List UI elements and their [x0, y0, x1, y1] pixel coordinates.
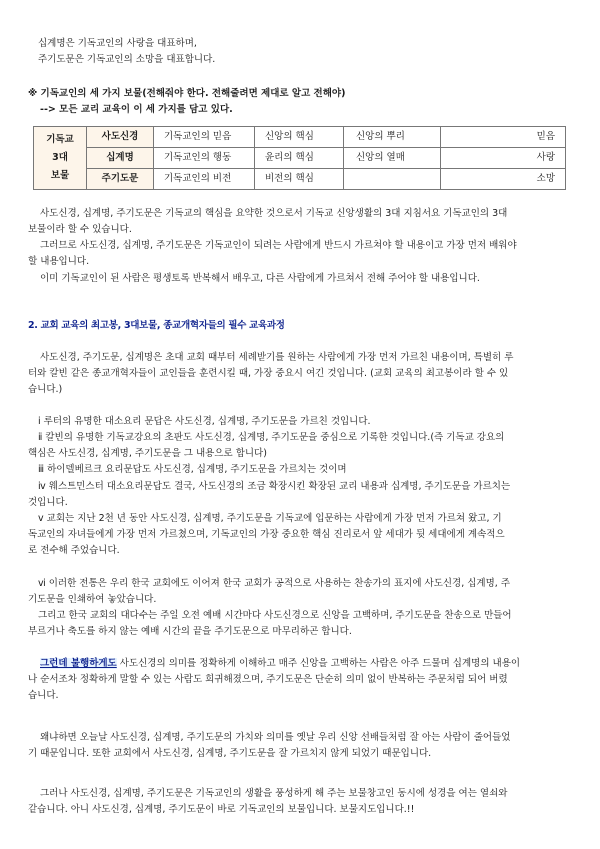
paragraph-3	[28, 656, 572, 704]
list-item: ⅳ 웨스트민스터 대소요리문답도 결국, 사도신경의 조금 확장시킨 확장된 교리 내용과 십계명, 주기도문을 가르치는	[38, 480, 511, 492]
table-cell	[344, 169, 441, 190]
paragraph-line: 그러므로 사도신경, 십계명, 주기도문은 기독교인이 되려는 사람에게 반드시 가르쳐야 할 내용이고 가장 먼저 배워야	[40, 240, 517, 252]
list-item-cont: 로 전수해 주었습니다.	[28, 545, 120, 557]
table-cell: 기독교인의 믿음	[154, 127, 255, 148]
table-cell: 기독교인의 비전	[154, 169, 255, 190]
paragraph-text: 사도신경의 의미를 정확하게 이해하고 매주 신앙을 고백하는 사람은 아주 드물며 십계명의 내용이	[116, 658, 521, 669]
table-cell: 신앙의 핵심	[255, 127, 344, 148]
tradition-list	[28, 576, 572, 641]
paragraph-line: 같습니다. 아니 사도신경, 십계명, 주기도문이 바로 기독교인의 보물입니다. 보물지도입니다.!!	[28, 804, 415, 816]
table-cell: 기독교인의 행동	[154, 148, 255, 169]
paragraph-line: 터와 칼빈 같은 종교개혁자들이 교인들을 훈련시킬 때, 가장 중요시 여긴 것입니다. (교회 교육의 최고봉이라 할 수 있	[28, 368, 509, 380]
table-cell-name: 주기도문	[87, 169, 154, 190]
intro-line: 주기도문은 기독교인의 소망을 대표합니다.	[38, 54, 216, 66]
treasures-subtitle: --> 모든 교리 교육이 이 세 가지를 담고 있다.	[40, 104, 233, 116]
paragraph-line: 할 내용입니다.	[28, 256, 90, 268]
section-heading: 2. 교회 교육의 최고봉, 3대보물, 종교개혁자들의 필수 교육과정	[28, 320, 285, 331]
table-row	[34, 127, 566, 148]
list-item: ⅵ 이러한 전통은 우리 한국 교회에도 이어져 한국 교회가 공적으로 사용하는 찬송가의 표지에 사도신경, 십계명, 주	[38, 578, 511, 589]
table-label-line: 보물	[50, 170, 70, 182]
paragraph-line	[28, 656, 572, 672]
list-item-cont: 그리고 한국 교회의 대다수는 주일 오전 예배 시간마다 사도신경으로 신앙을 고백하며, 주기도문을 찬송으로 만들어	[38, 610, 512, 622]
paragraph-line: 사도신경, 십계명, 주기도문은 기독교의 핵심을 요약한 것으로서 기독교 신앙생활의 3대 지침서요 기독교인의 3대	[40, 208, 508, 219]
paragraph-line: 이미 기독교인이 된 사람은 평생토록 반복해서 배우고, 다른 사람에게 가르쳐서 전해 주어야 할 내용입니다.	[40, 272, 480, 284]
paragraph-line: 기 때문입니다. 또한 교회에서 사도신경, 십계명, 주기도문을 잘 가르치지 않게 되었기 때문입니다.	[28, 748, 432, 760]
table-label	[34, 127, 87, 190]
table-label-line: 3대	[52, 151, 68, 163]
paragraph-line: 그러나 사도신경, 십계명, 주기도문은 기독교인의 생활을 풍성하게 해 주는 보물창고인 동시에 성경을 여는 열쇠와	[40, 788, 508, 799]
list-item: ⅰ 루터의 유명한 대소요리 문답은 사도신경, 십계명, 주기도문을 가르친 것입니다.	[38, 416, 371, 427]
intro-line: 십계명은 기독교인의 사랑을 대표하며,	[38, 38, 197, 49]
paragraph-line: 사도신경, 주기도문, 십계명은 초대 교회 때부터 세례받기를 원하는 사람에게 가장 먼저 가르친 내용이며, 특별히 루	[40, 352, 514, 363]
treasures-title: ※ 기독교인의 세 가지 보물(전해줘야 한다. 전해줄려면 제대로 알고 전해야)	[28, 88, 346, 99]
treasures-note	[28, 86, 572, 118]
table-cell-name: 십계명	[87, 148, 154, 169]
table-cell: 윤리의 핵심	[255, 148, 344, 169]
paragraph-4	[28, 730, 572, 762]
table-cell: 믿음	[441, 127, 566, 148]
paragraph-1	[28, 206, 572, 287]
table-cell: 비전의 핵심	[255, 169, 344, 190]
paragraph-5	[28, 786, 572, 818]
table-row	[34, 148, 566, 169]
intro	[28, 36, 572, 68]
section-2-heading-block	[28, 318, 572, 334]
list-item-cont: 독교인의 자녀들에게 가장 먼저 가르쳤으며, 기독교인의 가장 중요한 핵심 진리로서 앞 세대가 뒷 세대에게 계속적으	[28, 528, 505, 540]
paragraph-line: 나 순서조차 정확하게 말할 수 있는 사람도 희귀해졌으며, 주기도문은 단순히 의미 없이 반복하는 주문처럼 되어 버렸	[28, 674, 508, 686]
paragraph-line: 왜냐하면 오늘날 사도신경, 십계명, 주기도문의 가치와 의미를 옛날 우리 신앙 선배들처럼 잘 아는 사람이 줄어들었	[40, 732, 511, 743]
list-item-cont: 것입니다.	[28, 496, 68, 508]
reformers-list	[28, 414, 572, 559]
paragraph-line: 습니다.)	[28, 384, 63, 396]
highlighted-phrase: 그런데 불행하게도	[40, 658, 117, 669]
table-label-line: 기독교	[46, 133, 74, 145]
table-cell: 신앙의 열매	[344, 148, 441, 169]
paragraph-line: 보물이라 할 수 있습니다.	[28, 224, 132, 236]
list-item-cont: 기도문을 인쇄하여 놓았습니다.	[28, 594, 157, 606]
treasures-table	[33, 126, 566, 190]
list-item: ⅴ 교회는 지난 2천 년 동안 사도신경, 십계명, 주기도문을 기독교에 입문하는 사람에게 가장 먼저 가르쳐 왔고, 기	[38, 512, 502, 524]
paragraph-line: 습니다.	[28, 690, 59, 702]
list-item-cont: 부르거나 축도를 하지 않는 예배 시간의 끝을 주기도문으로 마무리하곤 합니다.	[28, 626, 352, 638]
list-item: ⅲ 하이델베르크 요리문답도 사도신경, 십계명, 주기도문을 가르치는 것이며	[38, 464, 347, 476]
table-cell: 사랑	[441, 148, 566, 169]
list-item-cont: 핵심은 사도신경, 십계명, 주기도문을 그 내용으로 합니다)	[28, 448, 267, 460]
paragraph-2	[28, 350, 572, 398]
table-cell: 신앙의 뿌리	[344, 127, 441, 148]
table-row	[34, 169, 566, 190]
list-item: ⅱ 칼빈의 유명한 기독교강요의 초판도 사도신경, 십계명, 주기도문을 중심으로 기록한 것입니다.(즉 기독교 강요의	[38, 432, 505, 444]
table-cell-name: 사도신경	[87, 127, 154, 148]
table-cell: 소망	[441, 169, 566, 190]
